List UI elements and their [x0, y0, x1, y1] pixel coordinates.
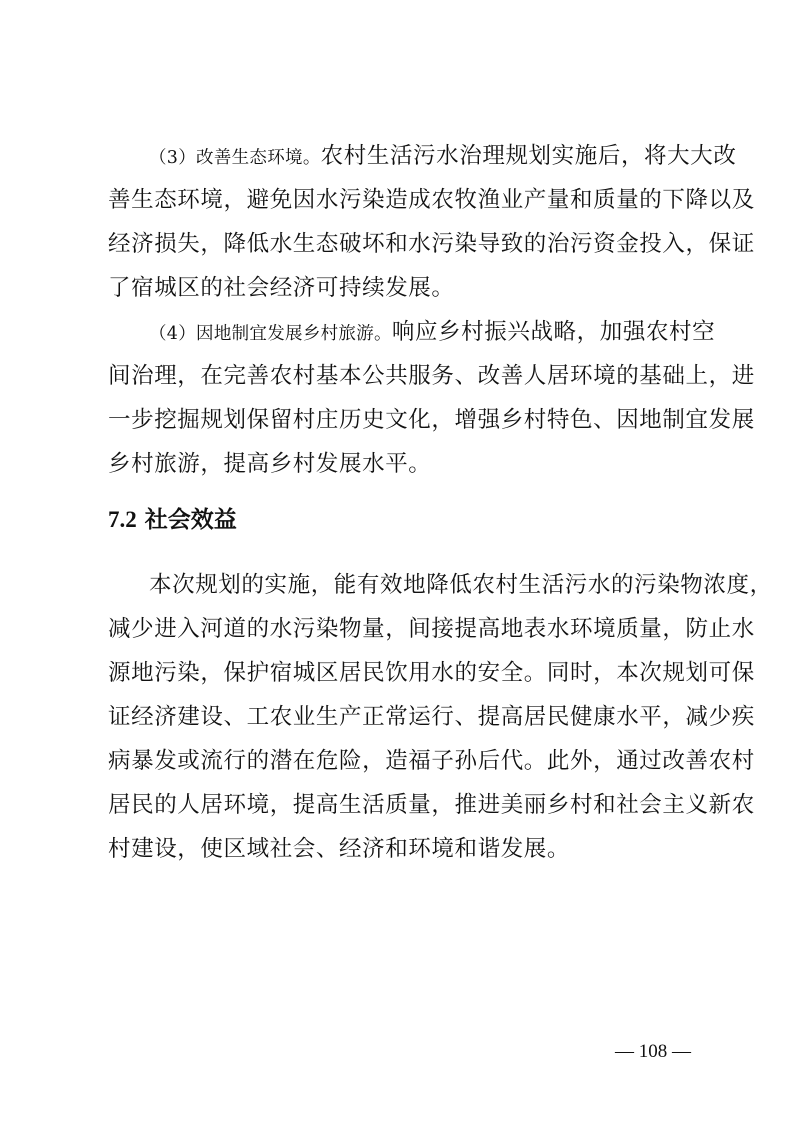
paragraph-line: 证经济建设、工农业生产正常运行、提高居民健康水平，减少疾	[108, 704, 755, 730]
item-4-text-line: 乡村旅游，提高乡村发展水平。	[108, 451, 432, 477]
paragraph-line: 居民的人居环境，提高生活质量，推进美丽乡村和社会主义新农	[108, 792, 755, 818]
section-number: 7.2	[108, 507, 137, 532]
item-3-first-line	[149, 136, 737, 176]
item-4-text-line: 间治理，在完善农村基本公共服务、改善人居环境的基础上，进	[108, 363, 755, 389]
paragraph-line: 源地污染，保护宿城区居民饮用水的安全。同时，本次规划可保	[108, 660, 755, 686]
item-3-text-line: 了宿城区的社会经济可持续发展。	[108, 275, 455, 301]
paragraph-line: 村建设，使区域社会、经济和环境和谐发展。	[108, 836, 571, 862]
item-4-first-line	[149, 312, 716, 352]
item-4-label: （4）因地制宜发展乡村旅游。	[149, 324, 392, 344]
page-number: — 108 —	[615, 1041, 691, 1062]
item-4-text-line: 一步挖掘规划保留村庄历史文化，增强乡村特色、因地制宜发展	[108, 407, 755, 433]
paragraph-line: 减少进入河道的水污染物量，间接提高地表水环境质量，防止水	[108, 616, 755, 642]
item-3-text-line: 农村生活污水治理规划实施后，将大大改	[320, 143, 737, 169]
item-3-text-line: 经济损失，降低水生态破坏和水污染导致的治污资金投入，保证	[108, 231, 755, 257]
item-3-text-line: 善生态环境，避免因水污染造成农牧渔业产量和质量的下降以及	[108, 187, 755, 213]
item-4-text-line: 响应乡村振兴战略，加强农村空	[391, 319, 716, 345]
section-title: 社会效益	[144, 506, 237, 533]
item-3-label: （3）改善生态环境。	[149, 148, 321, 168]
paragraph-line: 本次规划的实施，能有效地降低农村生活污水的污染物浓度，	[149, 572, 773, 598]
section-heading	[108, 500, 237, 540]
paragraph-line: 病暴发或流行的潜在危险，造福子孙后代。此外，通过改善农村	[108, 748, 755, 774]
